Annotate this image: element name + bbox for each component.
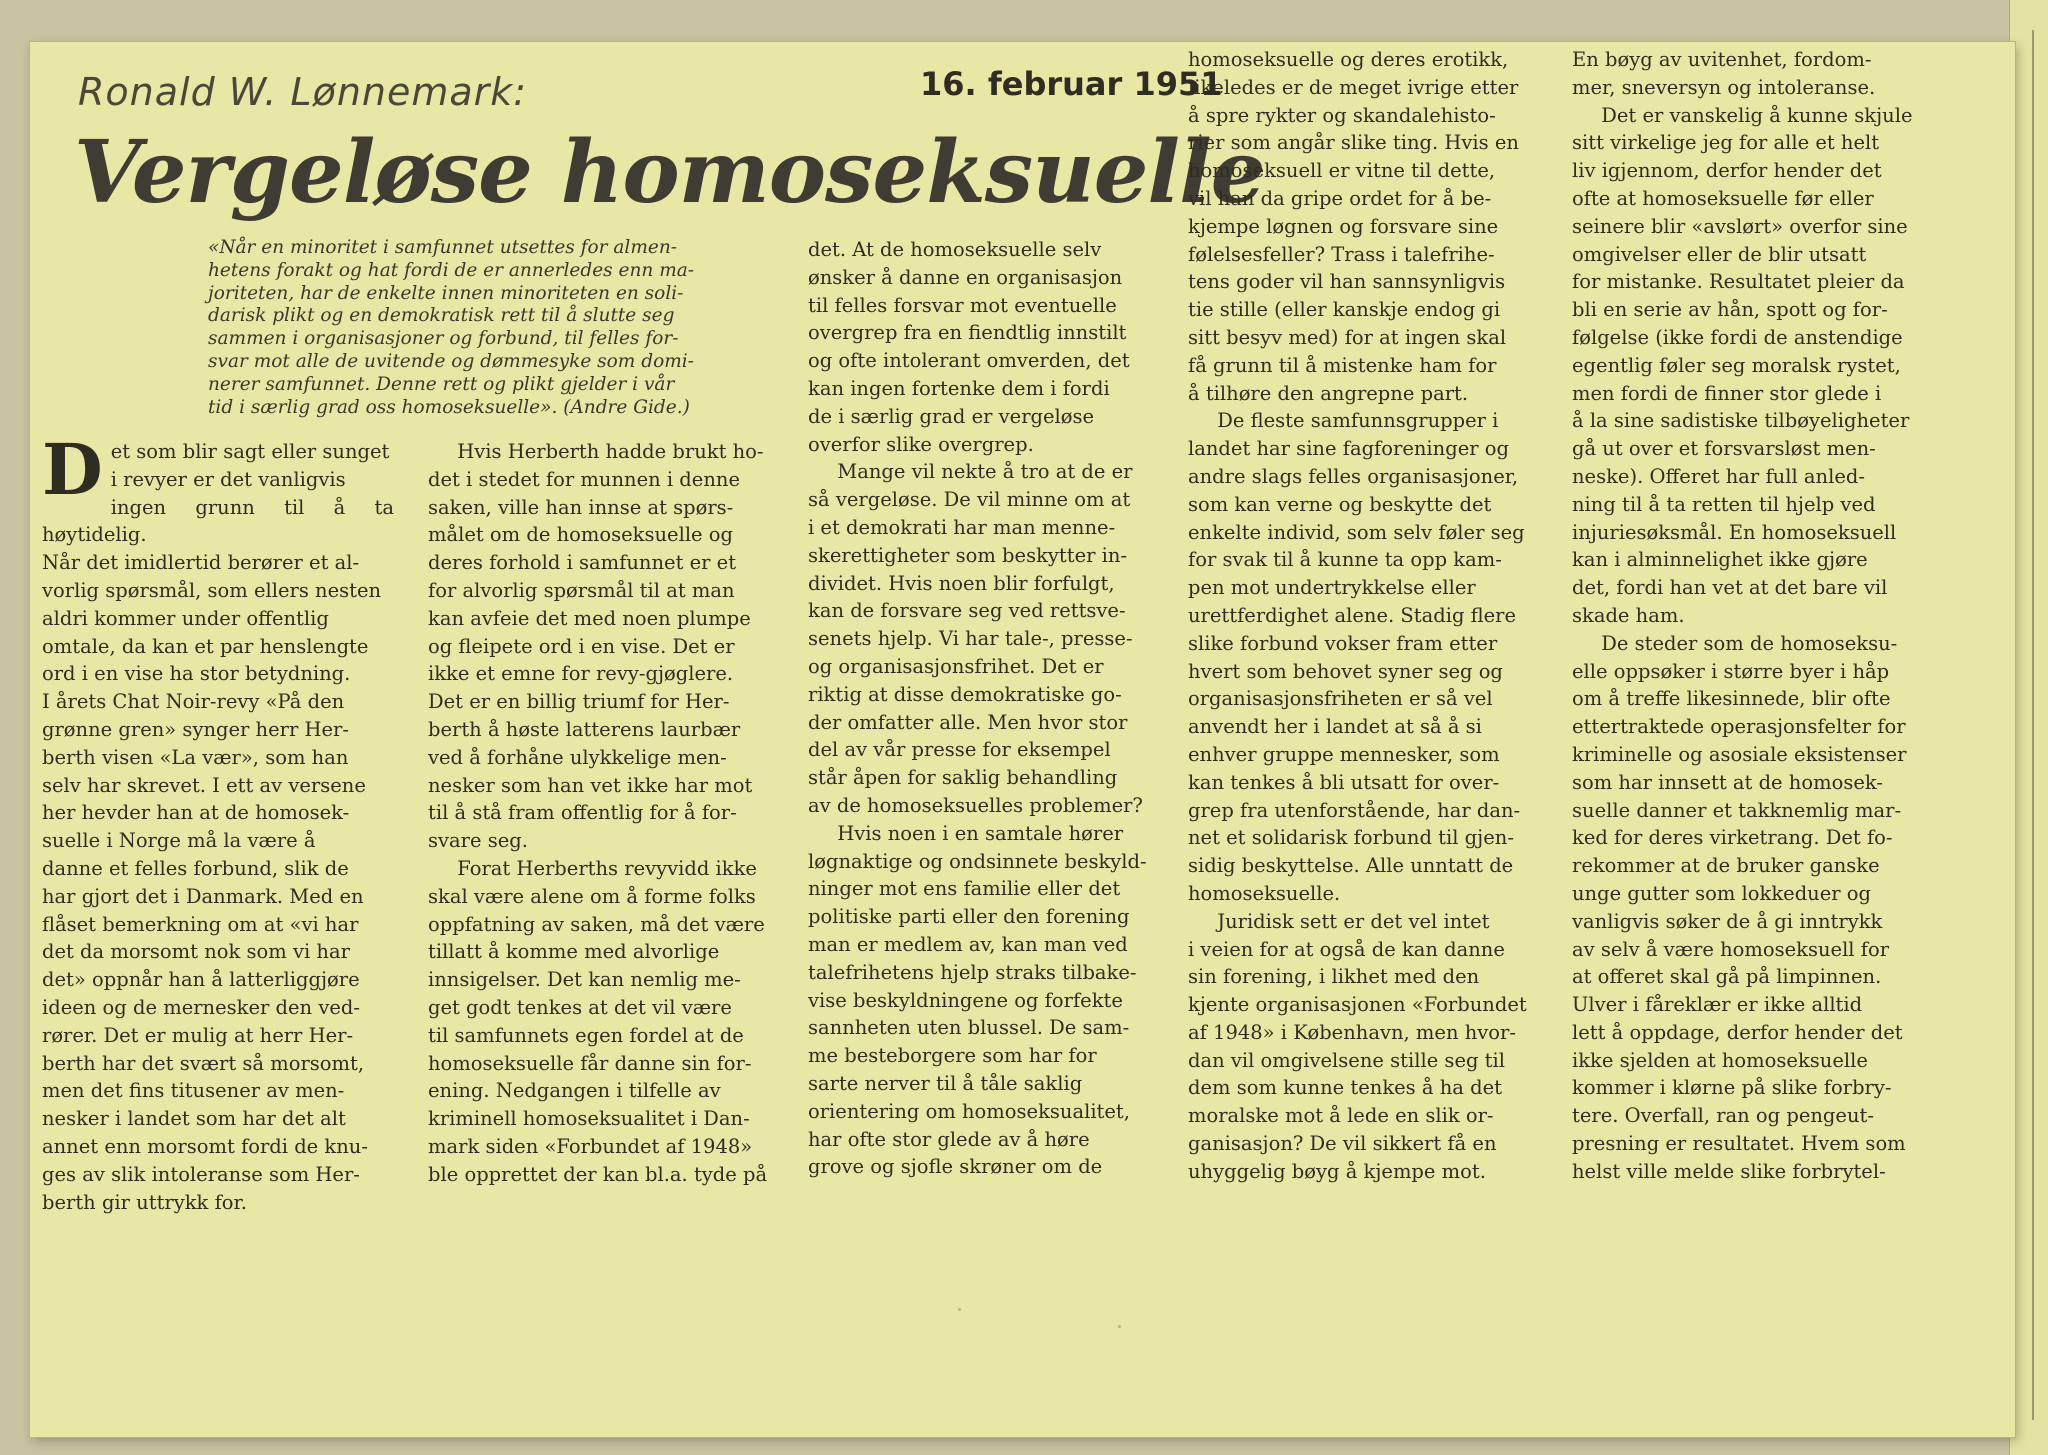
column-3: [808, 236, 1158, 1181]
page-edge-line: [2032, 30, 2034, 1420]
column-5-paragraph-1: En bøyg av uvitenhet, fordom- mer, sneversyn og intoleranse.: [1572, 48, 1876, 99]
column-1: [42, 428, 394, 1216]
column-5-paragraph-3: De steder som de homoseksu- elle oppsøker i større byer i håp om å treffe likesinnede, blir ofte ettertraktede operasjonsfelter for kriminelle og asosiale eksistenser som har innsett at de homosek- suelle danner et takknemlig mar- ked for deres virketrang. Det fo- rekommer at de bruker ganske unge gutter som lokkeduer og vanligvis søker de å gi inntrykk av selv å være homoseksuell for at offeret skal gå på limpinnen. Ulver i fåreklær er ikke alltid lett å oppdage, derfor hender det ikke sjelden at homoseksuelle kommer i klørne på slike forbry- tere. Overfall, ran og pengeut- presning er resultatet. Hvem som helst ville melde slike forbrytel-: [1572, 631, 1907, 1183]
column-3-paragraph-3: Hvis noen i en samtale hører løgnaktige og ondsinnete beskyld- ninger mot ens familie eller det politiske parti eller den forening man er medlem av, kan man ved talefrihetens hjelp straks tilbake- vise beskyldningene og forfekte sannheten uten blussel. De sam- me besteborgere som har for sarte nerver til å tåle saklig orientering om homoseksualitet, har ofte stor glede av å høre grove og sjofle skrøner om de: [808, 821, 1147, 1179]
column-4-paragraph-2: De fleste samfunnsgrupper i landet har sine fagforeninger og andre slags felles organisasjoner, som kan verne og beskytte det enkelte individ, som selv føler seg for svak til å kunne ta opp kam- pen mot undertrykkelse eller urettferdighet alene. Stadig flere slike forbund vokser fram etter hvert som behovet syner seg og organisasjonsfriheten er så vel anvendt her i landet at så å si enhver gruppe mennesker, som kan tenkes å bli utsatt for over- grep fra utenforstående, har dan- net et solidarisk forbund til gjen- sidig beskyttelse. Alle unntatt de homoseksuelle.: [1188, 409, 1525, 905]
article-headline: Vergeløse homoseksuelle: [74, 122, 1265, 223]
column-4-paragraph-3: Juridisk sett er det vel intet i veien for at også de kan danne sin forening, i likhet med den kjente organisasjonen «Forbundet af 1948» i København, men hvor- dan vil omgivelsene stille seg til dem som kunne tenkes å ha det moralske mot å lede en slik or- ganisasjon? De vil sikkert få en uhyggelig bøyg å kjempe mot.: [1188, 909, 1527, 1183]
column-3-paragraph-2: Mange vil nekte å tro at de er så vergeløse. De vil minne om at i et demokrati har man menne- skerettigheter som beskytter in- dividet. Hvis noen blir forfulgt, kan de forsvare seg ved rettsve- senets hjelp. Vi har tale-, presse- og organisasjonsfrihet. Det er riktig at disse demokratiske go- der omfatter alle. Men hvor stor del av vår presse for eksempel står åpen for saklig behandling av de homoseksuelles problemer?: [808, 460, 1143, 817]
paper-speck: [1118, 1325, 1121, 1328]
column-4-paragraph-1: homoseksuelle og deres erotikk, likeledes er de meget ivrige etter å spre rykter og skandalehisto- rier som angår slike ting. Hvis en homoseksuell er vitne til dette, vil han da gripe ordet for å be- kjempe løgnen og forsvare sine følelsesfeller? Trass i talefrihe- tens goder vil han sannsynligvis tie stille (eller kanskje endog gi sitt besyv med) for at ingen skal få grunn til å mistenke ham for å tilhøre den angrepne part.: [1188, 48, 1519, 405]
column-2-paragraph-1: Hvis Herberth hadde brukt ho- det i stedet for munnen i denne saken, ville han innse at spørs- målet om de homoseksuelle og deres forhold i samfunnet er et for alvorlig spørsmål til at man kan avfeie det med noen plumpe og fleipete ord i en vise. Det er ikke et emne for revy-gjøglere. Det er en billig triumf for Her- berth å høste latterens laurbær ved å forhåne ulykkelige men- nesker som han vet ikke har mot til å stå fram offentlig for å for- svare seg.: [428, 440, 764, 853]
drop-cap: D: [42, 428, 103, 511]
column-5-paragraph-2: Det er vanskelig å kunne skjule sitt virkelige jeg for alle et helt liv igjennom, derfor hender det ofte at homoseksuelle før eller seinere blir «avslørt» overfor sine omgivelser eller de blir utsatt for mistanke. Resultatet pleier da bli en serie av hån, spott og for- følgelse (ikke fordi de anstendige egentlig føler seg moralsk rystet, men fordi de finner stor glede i å la sine sadistiske tilbøyeligheter gå ut over et forsvarsløst men- neske). Offeret har full anled- ning til å ta retten til hjelp ved injuriesøksmål. En homoseksuell kan i alminnelighet ikke gjøre det, fordi han vet at det bare vil skade ham.: [1572, 103, 1913, 627]
column-1-paragraph: [42, 428, 394, 1216]
column-3-paragraph-1: det. At de homoseksuelle selv ønsker å danne en organisasjon til felles forsvar mot eventuelle overgrep fra en fiendtlig innstilt og ofte intolerant omverden, det kan ingen fortenke dem i fordi de i særlig grad er vergeløse overfor slike overgrep.: [808, 238, 1130, 456]
column-1-text: et som blir sagt eller sunget i revyer er det vanligvis ingen grunn til å ta høytidelig. Når det imidlertid berører et al- vorlig spørsmål, som ellers nesten aldri kommer under offentlig omtale, da kan et par henslengte ord i en vise ha stor betydning. I årets Chat Noir-revy «På den grønne gren» synger herr Her- berth visen «La vær», som han selv har skrevet. I ett av versene her hevder han at de homosek- suelle i Norge må la være å danne et felles forbund, slik de har gjort det i Danmark. Med en flåset bemerkning om at «vi har det da morsomt nok som vi har det» oppnår han å latterliggjøre ideen og de mernesker den ved- rører. Det er mulig at herr Her- berth har det svært så morsomt, men det fins titusener av men- nesker i landet som har det alt annet enn morsomt fordi de knu- ges av slik intoleranse som Her- berth gir uttrykk for.: [42, 440, 394, 1214]
column-2-paragraph-2: Forat Herberths revyvidd ikke skal være alene om å forme folks oppfatning av saken, må det være tillatt å komme med alvorlige innsigelser. Det kan nemlig me- get godt tenkes at det vil være til samfunnets egen fordel at de homoseksuelle får danne sin for- ening. Nedgangen i tilfelle av kriminell homoseksualitet i Dan- mark siden «Forbundet af 1948» ble opprettet der kan bl.a. tyde på: [428, 856, 768, 1186]
article-byline: Ronald W. Lønnemark:: [78, 70, 528, 114]
column-2: [428, 438, 778, 1189]
article-date: 16. februar 1951: [920, 65, 1223, 103]
column-5: [1572, 46, 1922, 1186]
epigraph-quote: «Når en minoritet i samfunnet utsettes for almen- hetens forakt og hat fordi de er annerledes enn ma- joriteten, har de enkelte innen minoriteten en soli- darisk plikt og en demokratisk rett til å slutte seg sammen i organisasjoner og forbund, til felles for- svar mot alle de uvitende og dømmesyke som domi- nerer samfunnet. Denne rett og plikt gjelder i vår tid i særlig grad oss homoseksuelle». (Andre Gide.): [208, 237, 695, 418]
paper-speck: [958, 1308, 961, 1311]
column-4: [1188, 46, 1540, 1186]
